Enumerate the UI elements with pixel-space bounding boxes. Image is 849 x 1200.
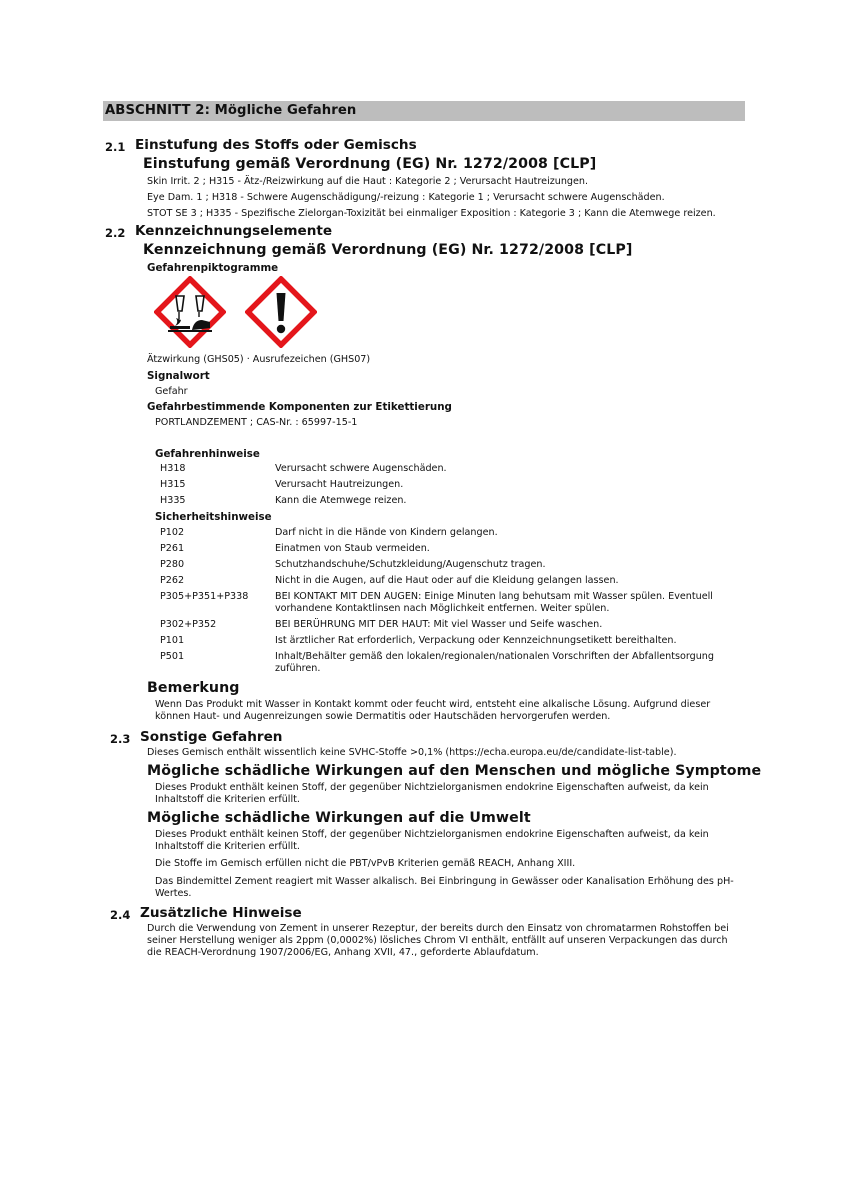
environment-text-3: Das Bindemittel Zement reagiert mit Wasser alkalisch. Bei Einbringung in Gewässer oder Kanalisation Erhöhung des pH-Wertes. [155,876,734,899]
precaution-code: P261 [160,543,185,554]
svhc-text: Dieses Gemisch enthält wissentlich keine SVHC-Stoffe >0,1% (https://echa.europa.eu/de/candidate-list-table). [147,747,677,758]
components-value: PORTLANDZEMENT ; CAS-Nr. : 65997-15-1 [155,417,358,428]
precaution-text: Einatmen von Staub vermeiden. [275,543,430,554]
precaution-code: P102 [160,527,185,538]
precaution-text: BEI BERÜHRUNG MIT DER HAUT: Mit viel Wasser und Seife waschen. [275,619,603,630]
s23-number: 2.3 [110,732,131,746]
s24-number: 2.4 [110,908,131,922]
precaution-code: P305+P351+P338 [160,591,249,602]
s21-title: Einstufung des Stoffs oder Gemischs [135,137,417,153]
remark-label: Bemerkung [147,680,240,696]
s22-number: 2.2 [105,226,126,240]
classification-line-3: STOT SE 3 ; H335 - Spezifische Zielorgan-Toxizität bei einmaliger Exposition : Kategorie 3 ; Kann die Atemwege reizen. [147,208,716,219]
precaution-text: Nicht in die Augen, auf die Haut oder auf die Kleidung gelangen lassen. [275,575,619,586]
precautionary-statements-label: Sicherheitshinweise [155,511,272,523]
s21-number: 2.1 [105,140,126,154]
precaution-code: P262 [160,575,185,586]
s22-title: Kennzeichnungselemente [135,223,333,239]
precaution-code: P302+P352 [160,619,217,630]
precaution-text: BEI KONTAKT MIT DEN AUGEN: Einige Minuten lang behutsam mit Wasser spülen. Eventuell vorhandene Kontaktlinsen nach Möglichkeit entfernen. Weiter spülen. [275,591,713,614]
section-title: ABSCHNITT 2: Mögliche Gefahren [105,103,357,118]
human-effects-text: Dieses Produkt enthält keinen Stoff, der gegenüber Nichtzielorganismen endokrine Eigenschaften aufweist, da kein Inhaltstoff die Kriterien erfüllt. [155,782,709,805]
environment-text-2: Die Stoffe im Gemisch erfüllen nicht die PBT/vPvB Kriterien gemäß REACH, Anhang XIII. [155,858,576,869]
s22-subtitle: Kennzeichnung gemäß Verordnung (EG) Nr. 1272/2008 [CLP] [143,242,633,258]
remark-text: Wenn Das Produkt mit Wasser in Kontakt kommt oder feucht wird, entsteht eine alkalische Lösung. Aufgrund dieser können Haut- und Augenreizungen sowie Dermatitis oder Hautschäden hervorgerufen werden. [155,699,711,722]
precaution-code: P501 [160,651,185,662]
pictogram-label: Gefahrenpiktogramme [147,262,279,274]
precaution-text: Inhalt/Behälter gemäß den lokalen/regionalen/nationalen Vorschriften der Abfallentsorgung zuführen. [275,651,714,674]
precaution-text: Ist ärztlicher Rat erforderlich, Verpackung oder Kennzeichnungsetikett bereithalten. [275,635,677,646]
hazard-text: Kann die Atemwege reizen. [275,495,407,506]
ghs07-exclamation-icon [245,276,317,348]
pictogram-caption: Ätzwirkung (GHS05) · Ausrufezeichen (GHS07) [147,354,371,365]
hazard-text: Verursacht schwere Augenschäden. [275,463,447,474]
precaution-text: Schutzhandschuhe/Schutzkleidung/Augenschutz tragen. [275,559,546,570]
environment-effects-title: Mögliche schädliche Wirkungen auf die Umwelt [147,810,531,826]
s23-title: Sonstige Gefahren [140,729,283,745]
signal-word-value: Gefahr [155,386,188,397]
s21-subtitle: Einstufung gemäß Verordnung (EG) Nr. 1272/2008 [CLP] [143,156,597,172]
hazard-code: H335 [160,495,186,506]
signal-word-label: Signalwort [147,370,210,382]
additional-info-text: Durch die Verwendung von Zement in unserer Rezeptur, der bereits durch den Einsatz von chromatarmen Rohstoffen bei seiner Herstellung weniger als 2ppm (0,0002%) lösliches Chrom VI enthält, entfällt auf unseren Verpackungen das durch die REACH-Verordnung 1907/2006/EG, Anhang XVII, 47., geforderte Ablaufdatum. [147,923,729,958]
environment-text-1: Dieses Produkt enthält keinen Stoff, der gegenüber Nichtzielorganismen endokrine Eigenschaften aufweist, da kein Inhaltstoff die Kriterien erfüllt. [155,829,709,852]
components-label: Gefahrbestimmende Komponenten zur Etikettierung [147,401,452,413]
section-header [103,101,745,121]
hazard-code: H315 [160,479,186,490]
hazard-code: H318 [160,463,186,474]
s24-title: Zusätzliche Hinweise [140,905,302,921]
classification-line-1: Skin Irrit. 2 ; H315 - Ätz-/Reizwirkung auf die Haut : Kategorie 2 ; Verursacht Hautreizungen. [147,176,589,187]
precaution-text: Darf nicht in die Hände von Kindern gelangen. [275,527,498,538]
ghs05-corrosion-icon [154,276,226,348]
hazard-statements-label: Gefahrenhinweise [155,448,260,460]
classification-line-2: Eye Dam. 1 ; H318 - Schwere Augenschädigung/-reizung : Kategorie 1 ; Verursacht schwere Augenschäden. [147,192,665,203]
precaution-code: P280 [160,559,185,570]
precaution-code: P101 [160,635,185,646]
hazard-text: Verursacht Hautreizungen. [275,479,404,490]
human-effects-title: Mögliche schädliche Wirkungen auf den Menschen und mögliche Symptome [147,763,762,779]
